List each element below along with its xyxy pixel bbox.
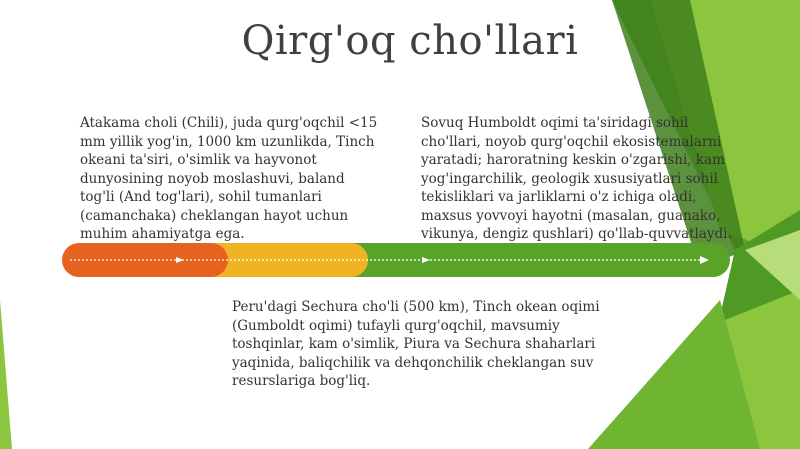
atacama-description: Atakama choli (Chili), juda qurg'oqchil <15 mm yillik yog'in, 1000 km uzunlikda, Tinch okeani ta'siri, o'simlik va hayvonot dunyosining noyob moslashuvi, baland tog'li (And tog'lari), sohil tumanlari (camanchaka) cheklangan hayot uchun muhim ahamiyatga ega.	[80, 115, 378, 242]
slide-title: Qirg'oq cho'llari	[241, 18, 579, 64]
humboldt-description: Sovuq Humboldt oqimi ta'siridagi sohil cho'llari, noyob qurg'oqchil ekosistemalarni yaratadi; haroratning keskin o'zgarishi, kam yog'ingarchilik, geologik xususiyatlari sohil tekisliklari va jarliklarni o'z ichiga oladi, maxsus yovvoyi hayotni (masalan, guanako, vikunya, dengiz qushlari) qo'llab-quvvatlaydi.	[421, 115, 732, 242]
sechura-description: Peru'dagi Sechura cho'li (500 km), Tinch okean oqimi (Gumboldt oqimi) tufayli qurg'oqchil, mavsumiy toshqinlar, kam o'simlik, Piura va Sechura shaharlari yaqinida, baliqchilik va dehqonchilik cheklangan suv resurslariga bog'liq.	[232, 299, 600, 389]
